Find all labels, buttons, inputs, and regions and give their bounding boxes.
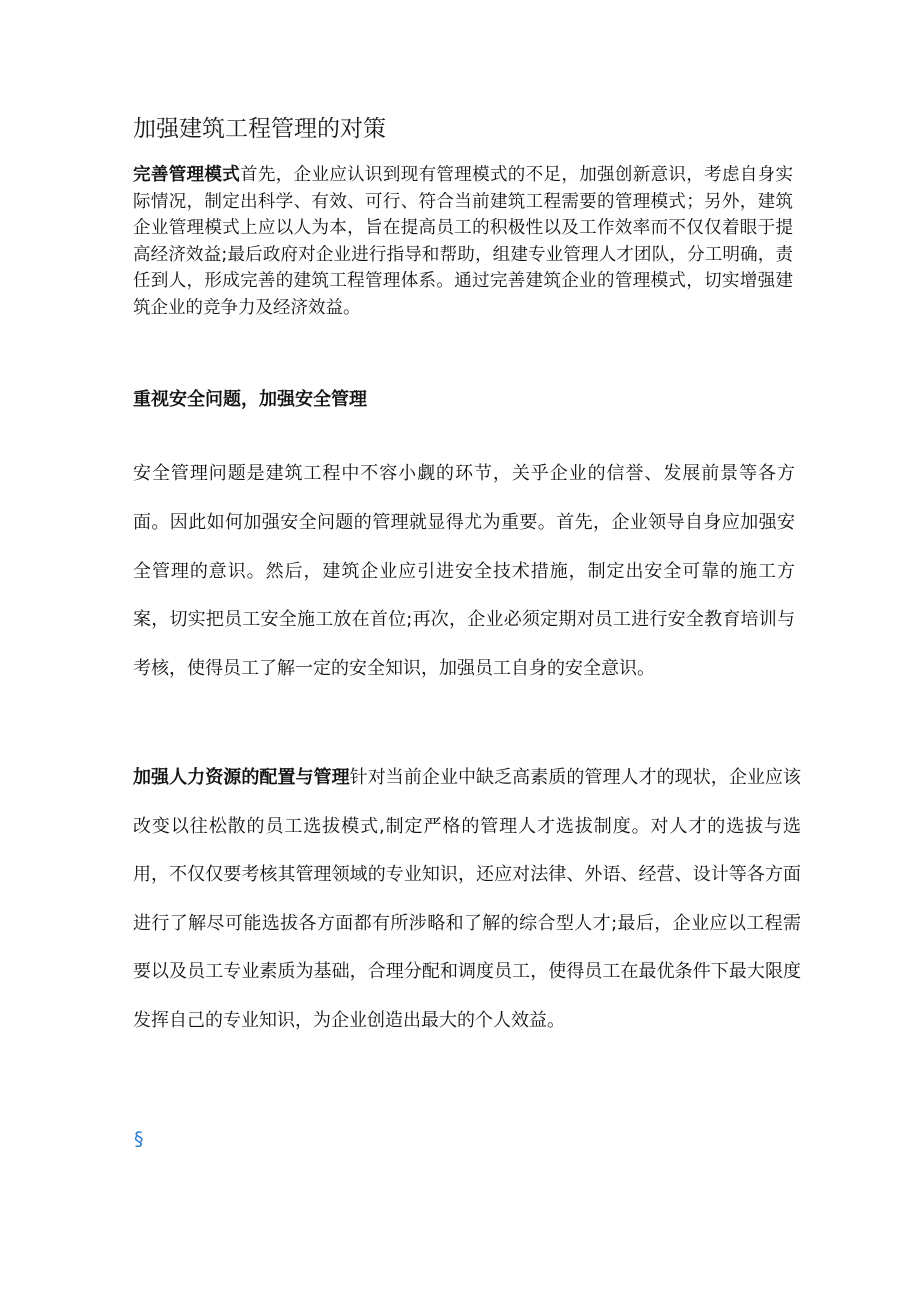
paragraph-human-resources — [133, 754, 801, 1045]
section-mark-link[interactable]: § — [134, 1128, 144, 1150]
paragraph-body-management-mode: 首先，企业应认识到现有管理模式的不足，加强创新意识，考虑自身实际情况，制定出科学、有效、可行、符合当前建筑工程需要的管理模式；另外，建筑企业管理模式上应以人为本，旨在提高员工的积极性以及工作效率而不仅仅着眼于提高经济效益;最后政府对企业进行指导和帮助，组建专业管理人才团队，分工明确，责任到人，形成完善的建筑工程管理体系。通过完善建筑企业的管理模式，切实增强建筑企业的竞争力及经济效益。 — [133, 165, 794, 318]
paragraph-safety: 安全管理问题是建筑工程中不容小觑的环节，关乎企业的信誉、发展前景等各方面。因此如何加强安全问题的管理就显得尤为重要。首先，企业领导自身应加强安全管理的意识。然后，建筑企业应引进安全技术措施，制定出安全可靠的施工方案，切实把员工安全施工放在首位;再次，企业必须定期对员工进行安全教育培训与考核，使得员工了解一定的安全知识，加强员工自身的安全意识。 — [133, 463, 795, 680]
section-heading-safety: 重视安全问题，加强安全管理 — [133, 389, 367, 410]
paragraph-lead-human-resources: 加强人力资源的配置与管理 — [133, 767, 350, 788]
paragraph-lead-management-mode: 完善管理模式 — [133, 165, 241, 185]
paragraph-body-human-resources: 针对当前企业中缺乏高素质的管理人才的现状，企业应该改变以往松散的员工选拔模式,制定严格的管理人才选拔制度。对人才的选拔与选用，不仅仅要考核其管理领域的专业知识，还应对法律、外语、经营、设计等各方面进行了解尽可能选拔各方面都有所涉略和了解的综合型人才;最后，企业应以工程需要以及员工专业素质为基础，合理分配和调度员工，使得员工在最优条件下最大限度发挥自己的专业知识，为企业创造出最大的个人效益。 — [133, 767, 802, 1031]
paragraph-management-mode — [133, 162, 793, 321]
document-title: 加强建筑工程管理的对策 — [133, 116, 386, 142]
